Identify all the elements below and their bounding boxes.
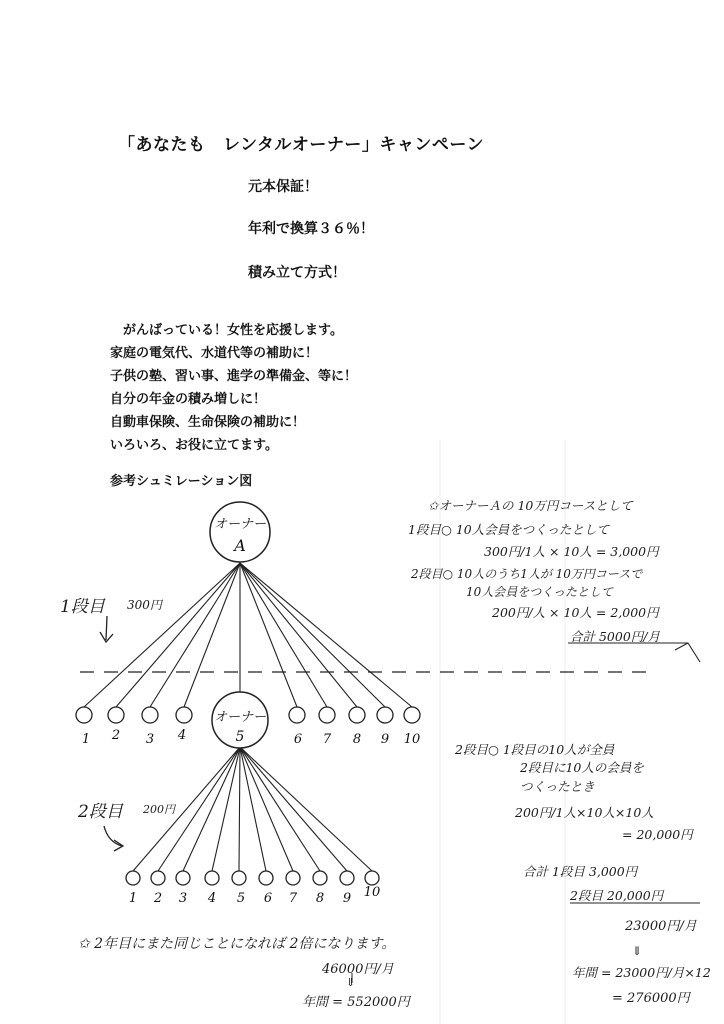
tier2-members bbox=[126, 871, 379, 885]
tier1-number: 10 bbox=[403, 732, 421, 747]
tier2-number: 8 bbox=[315, 891, 325, 906]
tier2-member bbox=[151, 871, 165, 885]
tier2-member bbox=[365, 871, 379, 885]
owner-a-label: オーナー bbox=[213, 517, 267, 532]
tier2-number: 2 bbox=[153, 891, 163, 906]
note-tier2-calc: 200円/人 × 10人 = 2,000円 bbox=[492, 605, 659, 620]
tier2-member bbox=[126, 871, 140, 885]
tier1-member bbox=[319, 707, 335, 723]
tier2-member bbox=[340, 871, 354, 885]
tier1-member bbox=[349, 707, 365, 723]
note-tier1-members: 1段目○ 10人会員をつくったとして bbox=[408, 522, 609, 537]
note-tier1-calc: 300円/1人 × 10人 = 3,000円 bbox=[484, 544, 659, 559]
tier1-number: 9 bbox=[380, 732, 390, 747]
tier2-number: 1 bbox=[128, 891, 138, 906]
tier2-number: 4 bbox=[207, 891, 217, 906]
note-owner-course: ✩オーナーＡの 10万円コースとして bbox=[428, 498, 633, 513]
tier1-member bbox=[404, 707, 420, 723]
note-annual-calc: 年間 = 23000円/月×12 bbox=[572, 965, 711, 980]
note-tier2-full-calc: 200円/1人×10人×10人 bbox=[515, 805, 654, 820]
diagram-caption: 参考シュミレーション図 bbox=[110, 474, 253, 489]
tier2-numbers bbox=[129, 885, 380, 906]
tier2-member bbox=[232, 871, 246, 885]
tier2-number: 9 bbox=[342, 891, 352, 906]
body-line: 子供の塾、習い事、進学の準備金、等に！ bbox=[110, 369, 358, 384]
tier1-member bbox=[108, 707, 124, 723]
note-monthly-grand-total: 23000円/月 bbox=[625, 919, 697, 934]
body-line: いろいろ、お役に立てます。 bbox=[110, 438, 278, 453]
tier1-amount: 300円 bbox=[127, 598, 162, 612]
body-line: 自動車保険、生命保険の補助に！ bbox=[110, 415, 306, 430]
tier2-number: 6 bbox=[263, 891, 273, 906]
note-monthly-total: 合計 5000円/月 bbox=[570, 629, 660, 644]
note-when-made: つくったとき bbox=[520, 779, 595, 794]
tier1-number: 7 bbox=[322, 732, 332, 747]
tier2-number: 3 bbox=[178, 891, 188, 906]
note-tier2-members-all: 2段目に10人の会員を bbox=[520, 760, 644, 775]
tier1-number: 8 bbox=[352, 732, 362, 747]
tier2-amount: 200円 bbox=[143, 803, 175, 816]
tier1-member bbox=[142, 707, 158, 723]
tier2-label: 2段目 bbox=[78, 802, 123, 822]
bullet-rate: 年利で換算３６％！ bbox=[248, 221, 374, 237]
note-second-year-annual: 年間 = 552000円 bbox=[302, 995, 410, 1010]
tier1-label: 1段目 bbox=[60, 597, 105, 617]
body-line: がんばっている！女性を応援します。 bbox=[110, 323, 343, 338]
bullet-principal: 元本保証！ bbox=[248, 179, 318, 195]
tier2-arrow bbox=[104, 826, 123, 851]
tier1-member bbox=[76, 707, 92, 723]
owner-5-number: 5 bbox=[235, 729, 245, 745]
tier2-member bbox=[205, 871, 219, 885]
tier1-member bbox=[377, 707, 393, 723]
tier2-member bbox=[176, 871, 190, 885]
note-sum-tier1: 合計 1段目 3,000円 bbox=[523, 864, 638, 879]
tier2-number: 5 bbox=[236, 891, 246, 906]
tier1-number: 3 bbox=[145, 732, 155, 747]
note-second-year-monthly: 46000円/月 bbox=[322, 962, 394, 977]
note-annual-total: = 276000円 bbox=[612, 991, 690, 1006]
tier1-number: 6 bbox=[293, 732, 303, 747]
tier2-member bbox=[259, 871, 273, 885]
tier1-connectors bbox=[84, 563, 412, 707]
arrow-down-icon: ⇓ bbox=[632, 944, 643, 958]
page-title: 「あなたも レンタルオーナー」キャンペーン bbox=[118, 135, 485, 155]
tier2-member bbox=[286, 871, 300, 885]
bullet-savings: 積み立て方式！ bbox=[248, 265, 346, 281]
note-tier2-condition: 2段目○ 10人のうち1人が 10万円コースで bbox=[411, 567, 643, 581]
note-tier2-all: 2段目○ 1段目の10人が全員 bbox=[455, 742, 615, 757]
body-line: 自分の年金の積み増しに！ bbox=[110, 392, 267, 407]
tier1-number: 1 bbox=[81, 732, 91, 747]
note-tier2-full-result: = 20,000円 bbox=[622, 827, 693, 842]
note-second-year: ✩ 2年目にまた同じことになれば 2倍になります。 bbox=[78, 936, 396, 952]
total-underline bbox=[568, 643, 700, 662]
tier1-number: 4 bbox=[177, 728, 187, 743]
tier2-number: 10 bbox=[363, 885, 381, 900]
owner-a-letter: A bbox=[234, 536, 246, 555]
arrow-down-icon: ⇓ bbox=[346, 976, 356, 989]
body-line: 家庭の電気代、水道代等の補助に！ bbox=[110, 346, 319, 361]
tier1-member bbox=[176, 707, 192, 723]
tier1-member bbox=[289, 707, 305, 723]
tier1-number: 2 bbox=[111, 728, 121, 743]
owner-5-label: オーナー bbox=[213, 710, 267, 725]
tier2-number: 7 bbox=[288, 891, 298, 906]
note-sum-tier2: 2段目 20,000円 bbox=[570, 888, 664, 903]
tier1-arrow bbox=[100, 616, 113, 642]
note-tier2-members: 10人会員をつくったとして bbox=[466, 585, 614, 599]
tier2-member bbox=[313, 871, 327, 885]
